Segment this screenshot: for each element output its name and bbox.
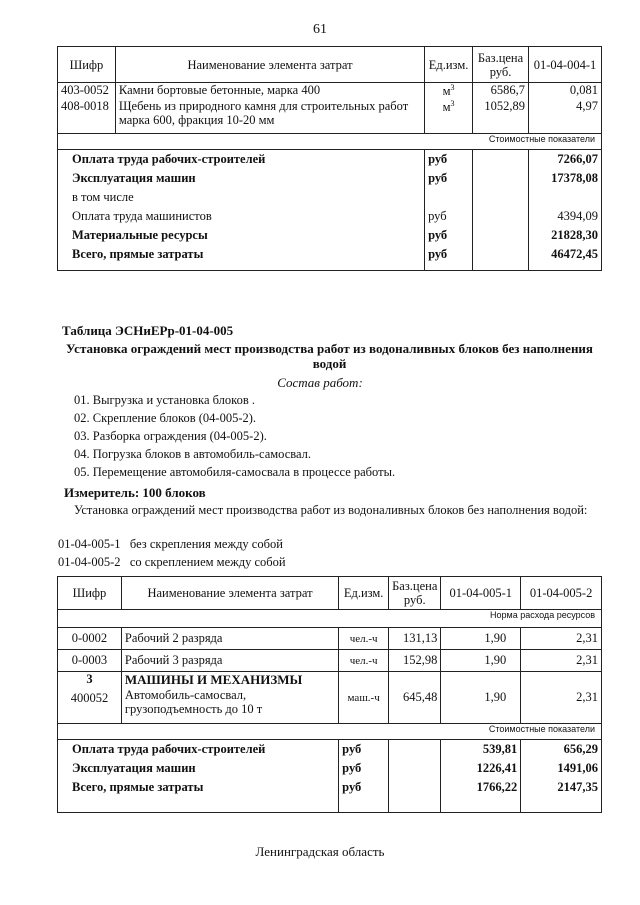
summary-row: в том числе xyxy=(58,188,602,207)
section-label: Стоимостные показатели xyxy=(58,133,602,149)
header-price: Баз.цена руб. xyxy=(389,577,441,610)
measure-description: Установка ограждений мест производства работ из водоналивных блоков без наполнения водой: xyxy=(74,503,588,517)
table-label: Таблица ЭСНиЕРр-01-04-005 xyxy=(62,323,234,338)
footer-region: Ленинградская область xyxy=(255,844,385,859)
section-label: Стоимостные показатели xyxy=(58,724,602,740)
work-item: 04. Погрузка блоков в автомобиль-самосвал. xyxy=(74,447,312,461)
summary-row: Оплата труда машинистов руб 4394,09 xyxy=(58,207,602,226)
work-item: 01. Выгрузка и установка блоков . xyxy=(74,393,255,407)
summary-row: Эксплуатация машин руб 1226,41 1491,06 xyxy=(58,759,602,778)
work-item: 02. Скрепление блоков (04-005-2). xyxy=(74,411,257,425)
table-row: 3 400052 МАШИНЫ И МЕХАНИЗМЫ Автомобиль-самосвал, грузоподъемность до 10 т маш.-ч 645,48 1,90 2,31 xyxy=(58,672,602,724)
norm-label: Норма расхода ресурсов xyxy=(58,610,602,628)
header-code: Шифр xyxy=(58,577,122,610)
header-price: Баз.цена руб. xyxy=(473,47,529,83)
work-item: 03. Разборка ограждения (04-005-2). xyxy=(74,429,267,443)
header-name: Наименование элемента затрат xyxy=(115,47,424,83)
variant-item: 01-04-005-1 без скрепления между собой xyxy=(58,537,283,551)
resource-table-2 xyxy=(57,576,602,813)
table-row: 403-0052 Камни бортовые бетонные, марка 400 $м^3$ 6586,7 0,081 xyxy=(58,83,602,100)
header-col1: 01-04-005-1 xyxy=(441,577,521,610)
summary-row: Оплата труда рабочих-строителей руб 539,81 656,29 xyxy=(58,740,602,760)
header-unit: Ед.изм. xyxy=(425,47,473,83)
header-code: Шифр xyxy=(58,47,116,83)
table-row: 0-0002 Рабочий 2 разряда чел.-ч 131,13 1,90 2,31 xyxy=(58,628,602,650)
header-unit: Ед.изм. xyxy=(339,577,389,610)
summary-row: Всего, прямые затраты руб 46472,45 xyxy=(58,245,602,271)
work-item: 05. Перемещение автомобиля-самосвала в процессе работы. xyxy=(74,465,396,479)
page-number: 61 xyxy=(313,22,327,37)
header-col1: 01-04-004-1 xyxy=(529,47,602,83)
summary-row: Эксплуатация машин руб 17378,08 xyxy=(58,169,602,188)
table-row: 408-0018 Щебень из природного камня для строительных работ марка 600, фракция 10-20 мм $м^3$ 1052,89 4,97 xyxy=(58,99,602,133)
section-title: Установка ограждений мест производства работ из водоналивных блоков без наполнения водой xyxy=(66,341,593,371)
resource-table-1 xyxy=(57,46,602,271)
summary-row: Материальные ресурсы руб 21828,30 xyxy=(58,226,602,245)
summary-row: Оплата труда рабочих-строителей руб 7266,07 xyxy=(58,149,602,169)
header-name: Наименование элемента затрат xyxy=(121,577,338,610)
header-col2: 01-04-005-2 xyxy=(521,577,602,610)
measure: Измеритель: 100 блоков xyxy=(64,485,206,500)
work-composition-title: Состав работ: xyxy=(277,375,363,390)
table-row: 0-0003 Рабочий 3 разряда чел.-ч 152,98 1,90 2,31 xyxy=(58,650,602,672)
variant-item: 01-04-005-2 со скреплением между собой xyxy=(58,555,286,569)
summary-row: Всего, прямые затраты руб 1766,22 2147,35 xyxy=(58,778,602,812)
